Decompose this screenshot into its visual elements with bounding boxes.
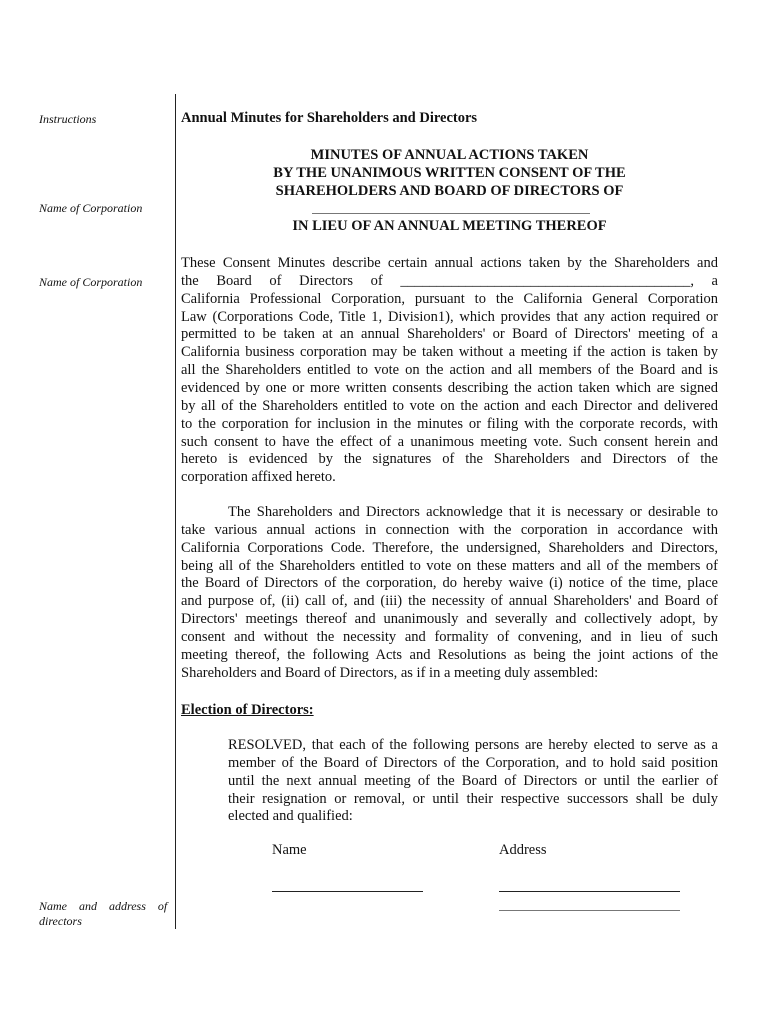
margin-note-instructions: Instructions xyxy=(39,112,97,126)
text-line: California Corporations Code. Therefore, the undersigned, Shareholders and Directors, xyxy=(181,539,718,556)
heading-line: BY THE UNANIMOUS WRITTEN CONSENT OF THE xyxy=(273,165,626,181)
text-line: elected and qualified: xyxy=(228,808,353,825)
text-line: and purpose of, (ii) call of, and (iii) the necessity of annual Shareholders' and Board of xyxy=(181,593,718,610)
margin-note-directors: directors xyxy=(39,914,82,928)
text-line: Directors' meetings thereof and unanimously and severally and collectively adopt, by xyxy=(181,611,718,628)
text-line: California Professional Corporation, pursuant to the California General Corporation xyxy=(181,290,718,307)
text-line: hereto is evidenced by the signatures of the Shareholders and Directors of the xyxy=(181,451,718,468)
margin-note-name-of-corporation: Name of Corporation xyxy=(39,201,143,215)
heading-line: MINUTES OF ANNUAL ACTIONS TAKEN xyxy=(310,147,589,163)
text-line: until the next annual meeting of the Board of Directors or until the earlier of xyxy=(228,772,718,789)
text-line: These Consent Minutes describe certain annual actions taken by the Shareholders and xyxy=(181,255,718,271)
heading-line: SHAREHOLDERS AND BOARD OF DIRECTORS OF xyxy=(275,183,624,199)
text-line: Shareholders and Board of Directors, as if in a meeting duly assembled: xyxy=(181,664,599,681)
text-line: the Board of Directors of ________________________________________, a xyxy=(181,272,718,289)
corporation-name-blank[interactable] xyxy=(312,213,590,214)
text-line: by all of the Shareholders entitled to vote on the action and each Director and delivered xyxy=(181,397,718,414)
text-line: evidenced by one or more written consents describing the action taken which are signed xyxy=(181,379,718,396)
margin-note-name-and-address: Name and address of xyxy=(39,899,168,913)
text-line: The Shareholders and Directors acknowledge that it is necessary or desirable to xyxy=(228,504,718,520)
text-line: corporation affixed hereto. xyxy=(181,469,336,486)
text-line: member of the Board of Directors of the Corporation, and to hold said position xyxy=(228,754,718,771)
margin-divider xyxy=(175,94,176,929)
text-line: being all of the Shareholders entitled to vote on these matters and all of the members of xyxy=(181,557,718,574)
text-line: California business corporation may be taken without a meeting if the action is taken by xyxy=(181,344,718,361)
text-line: such consent to have the effect of a unanimous meeting vote. Such consent herein and xyxy=(181,433,718,450)
text-line: the Board of Directors of the corporation, do hereby waive (i) notice of the time, place xyxy=(181,575,718,592)
text-line: RESOLVED, that each of the following persons are hereby elected to serve as a xyxy=(228,737,718,753)
column-label-name: Name xyxy=(272,842,307,858)
section-heading-election: Election of Directors: xyxy=(181,702,314,718)
text-line: permitted to be taken at an annual Shareholders' or Board of Directors' meeting of a xyxy=(181,326,718,343)
heading-line: IN LIEU OF AN ANNUAL MEETING THEREOF xyxy=(292,218,607,234)
text-line: to the corporation for inclusion in the minutes or filing with the corporate records, with xyxy=(181,415,718,432)
text-line: consent and without the necessity and formality of convening, and in lieu of such xyxy=(181,628,718,645)
director-name-blank[interactable] xyxy=(272,891,423,892)
margin-note-name-of-corporation: Name of Corporation xyxy=(39,275,143,289)
text-line: Law (Corporations Code, Title 1, Division1), which provides that any action required or xyxy=(181,308,718,325)
text-line: take various annual actions in connection with the corporation in accordance with xyxy=(181,521,718,538)
document-title: Annual Minutes for Shareholders and Directors xyxy=(181,110,478,126)
text-line: meeting thereof, the following Acts and Resolutions as being the joint actions of the xyxy=(181,646,718,663)
column-label-address: Address xyxy=(499,842,547,858)
text-line: their resignation or removal, or until their respective successors shall be duly xyxy=(228,790,718,807)
text-line: all the Shareholders entitled to vote on the action and all members of the Board and is xyxy=(181,362,718,379)
director-address-blank[interactable] xyxy=(499,910,680,911)
director-address-blank[interactable] xyxy=(499,891,680,892)
